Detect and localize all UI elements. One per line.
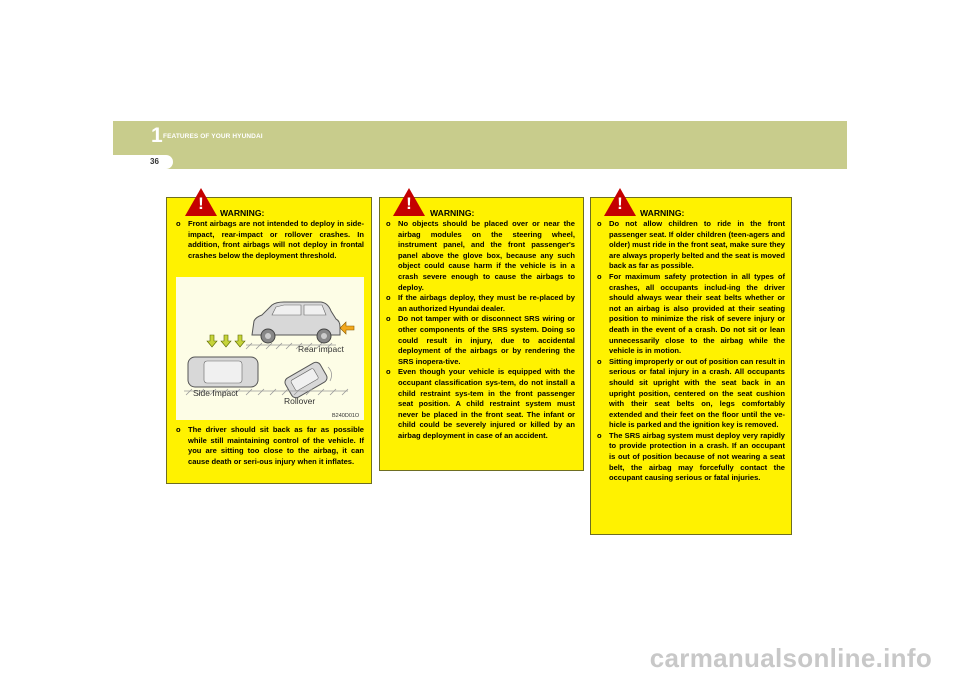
page-number-tab xyxy=(113,155,173,169)
warning-item: o For maximum safety protection in all types of crashes, all occupants includ-ing the driver should always wear their seat belts whether or not an airbag is also provided at their seating position to minimize the risk of severe injury or death in the event of a crash. Do not sit or lean unnecessarily close to the airbag while the vehicle is in motion. xyxy=(597,271,785,356)
warning-item: o Even though your vehicle is equipped with the occupant classification sys-tem, do not install a child restraint sys-tem in the front passenger seat position. A child restraint system must never be placed in the front seat. The infant or child could be severely injured or killed by an airbag deployment in case of an accident. xyxy=(386,367,575,440)
suv-top-illustration xyxy=(188,357,258,387)
rear-impact-label: Rear impact xyxy=(298,344,344,354)
warning-item: o Do not allow children to ride in the front passenger seat. If older children (teen-agers and older) must ride in the front seat, make sure they are always properly belted and the seat is moved back as far as possible. xyxy=(597,219,785,271)
warning-list-2 xyxy=(386,219,575,441)
side-impact-label: Side Impact xyxy=(193,388,238,398)
warning-item: o No objects should be placed over or near the airbag modules on the steering wheel, instrument panel, and the front passenger's panel above the glove box, because any such object could cause harm if the vehicle is in a crash severe enough to cause the airbags to deploy. xyxy=(386,219,575,292)
warning-list-3 xyxy=(597,219,785,484)
suv-side-illustration xyxy=(252,302,340,343)
suv-rollover-illustration xyxy=(283,360,329,399)
warning-title: WARNING: xyxy=(640,208,685,218)
warning-item: o Front airbags are not intended to deploy in side-impact, rear-impact or rollover crashes. In addition, front airbags will not deploy in frontal crashes below the deployment threshold. xyxy=(176,219,364,260)
warning-list-1b xyxy=(176,425,364,467)
watermark: carmanualsonline.info xyxy=(649,643,932,673)
warning-item: o If the airbags deploy, they must be re-placed by an authorized Hyundai dealer. xyxy=(386,293,575,313)
figure-code: B240D01O xyxy=(332,413,360,419)
warning-title: WARNING: xyxy=(430,208,475,218)
crash-types-illustration xyxy=(176,277,364,420)
chapter-header-band xyxy=(113,121,847,169)
rollover-label: Rollover xyxy=(284,396,316,406)
rear-impact-arrow-icon xyxy=(340,322,354,334)
warning-item: o The SRS airbag system must deploy very rapidly to provide protection in a crash. If an occupant is out of position because of not wearing a seat belt, the airbag may forcefully contact the occupant causing serious or fatal injuries. xyxy=(597,430,785,483)
warning-list-1a xyxy=(176,219,364,261)
warning-item: o Sitting improperly or out of position can result in serious or fatal injury in a crash. All occupants should sit upright with the seat back in an upright position, centered on the seat cushion with their seat belts on, legs comfortably extended and their feet on the floor until the ve-hicle is parked and the ignition key is removed. xyxy=(597,356,785,430)
warning-title: WARNING: xyxy=(220,208,265,218)
warning-item: o The driver should sit back as far as possible while still maintaining control of the vehicle. If you are sitting too close to the airbag, it can cause death or seri-ous injury when it inflates. xyxy=(176,425,364,466)
chapter-title: FEATURES OF YOUR HYUNDAI xyxy=(163,133,263,140)
chapter-number: 1 xyxy=(151,124,163,147)
warning-item: o Do not tamper with or disconnect SRS wiring or other components of the SRS system. Doing so could result in injury, due to accidental deployment of the airbags or by rendering the SRS inopera-tive. xyxy=(386,314,575,366)
side-impact-arrows-icon xyxy=(207,335,245,347)
page-number: 36 xyxy=(150,157,159,166)
